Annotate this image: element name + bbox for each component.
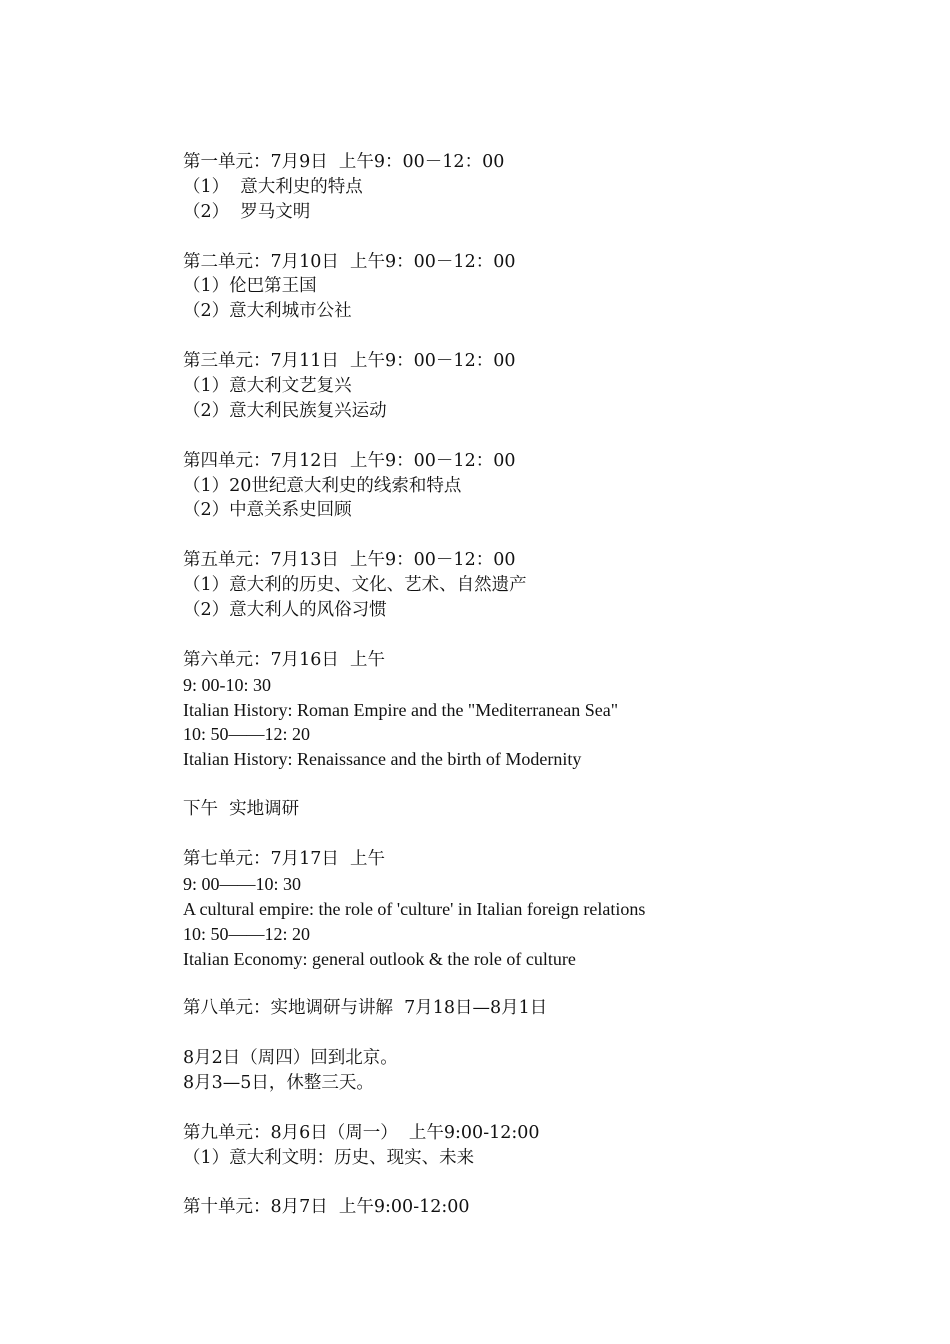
unit-7-time-2: 10: 50——12: 20 [183,923,311,944]
unit-6-topic-1: Italian History: Roman Empire and the "Mediterranean Sea" [183,699,619,720]
unit-2-header: 第二单元：7月10日 上午9：00－12：00 [183,251,516,272]
unit-9-item-1: （1）意大利文明：历史、现实、未来 [183,1147,475,1168]
unit-7-time-1: 9: 00——10: 30 [183,873,302,894]
unit-1-item-2: （2） 罗马文明 [183,201,311,222]
unit-3-header: 第三单元：7月11日 上午9：00－12：00 [183,351,516,372]
unit-7-topic-2: Italian Economy: general outlook & the role of culture [183,948,576,969]
unit-2-item-2: （2）意大利城市公社 [183,301,352,322]
unit-4-item-2: （2）中意关系史回顾 [183,500,352,521]
unit-6-time-1: 9: 00-10: 30 [183,674,271,695]
unit-5-header: 第五单元：7月13日 上午9：00－12：00 [183,550,516,571]
unit-8-header: 第八单元：实地调研与讲解 7月18日—8月1日 [183,998,548,1019]
unit-7-header: 第七单元：7月17日 上午 [183,848,386,869]
unit-2-item-1: （1）伦巴第王国 [183,276,317,297]
unit-4-header: 第四单元：7月12日 上午9：00－12：00 [183,450,516,471]
rest-line: 8月3—5日，休整三天。 [183,1072,374,1093]
return-line: 8月2日（周四）回到北京。 [183,1048,398,1069]
unit-6-header: 第六单元：7月16日 上午 [183,649,386,670]
unit-6-topic-2: Italian History: Renaissance and the birth of Modernity [183,749,582,770]
document-page [183,150,903,1220]
unit-7-topic-1: A cultural empire: the role of 'culture' in Italian foreign relations [183,898,646,919]
unit-3-item-2: （2）意大利民族复兴运动 [183,400,387,421]
unit-10-header: 第十单元：8月7日 上午9:00-12:00 [183,1197,470,1218]
unit-6-time-2: 10: 50——12: 20 [183,724,311,745]
afternoon-fieldwork: 下午 实地调研 [183,799,300,820]
unit-9-header: 第九单元：8月6日（周一） 上午9:00-12:00 [183,1122,540,1143]
unit-3-item-1: （1）意大利文艺复兴 [183,376,352,397]
unit-1-item-1: （1） 意大利史的特点 [183,176,363,197]
unit-4-item-1: （1）20世纪意大利史的线索和特点 [183,475,462,496]
unit-5-item-2: （2）意大利人的风俗习惯 [183,600,387,621]
unit-5-item-1: （1）意大利的历史、文化、艺术、自然遗产 [183,575,527,596]
unit-1-header: 第一单元：7月9日 上午9：00－12：00 [183,152,505,172]
